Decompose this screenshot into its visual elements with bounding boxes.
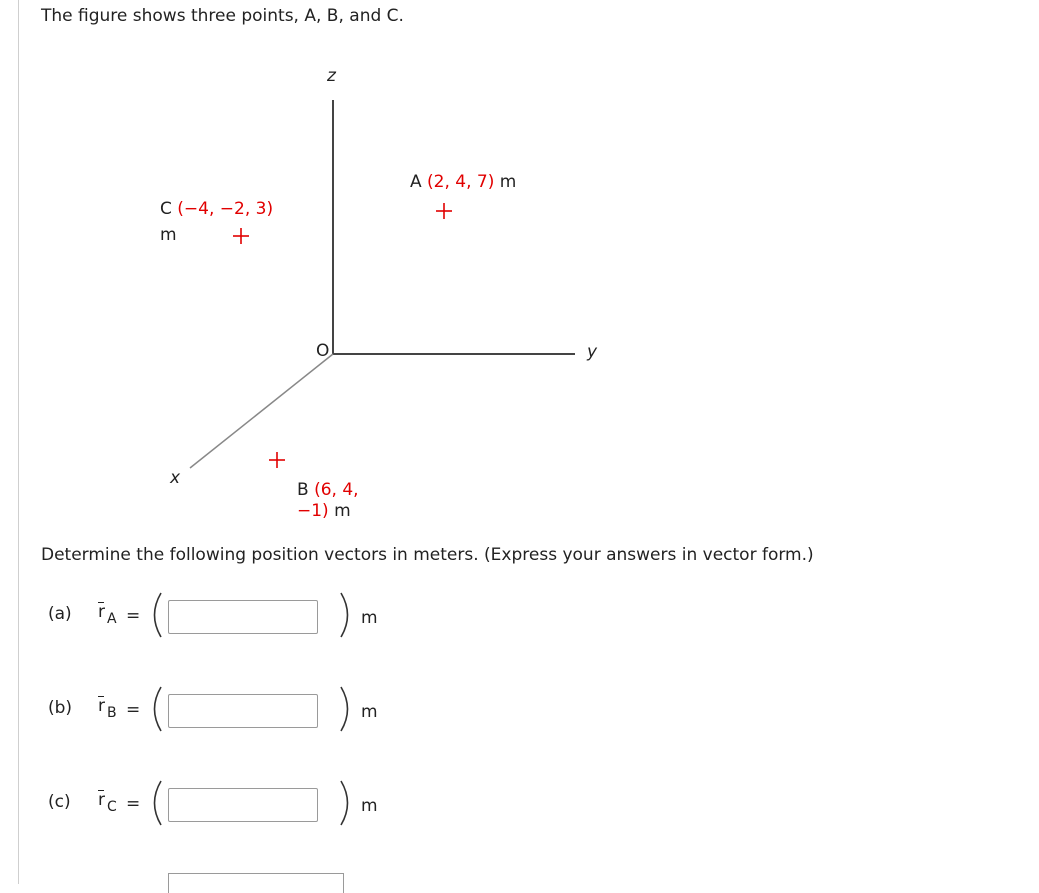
- part-b: [48, 688, 468, 738]
- equals-sign: =: [126, 794, 141, 814]
- vector-rc-symbol: [98, 786, 128, 816]
- point-b-unit: m: [334, 501, 351, 521]
- right-paren-icon: [336, 778, 356, 828]
- vector-subscript: B: [107, 705, 117, 721]
- answer-input-c[interactable]: [168, 788, 318, 822]
- vector-r: r: [98, 696, 105, 716]
- point-c-unit: m: [160, 225, 177, 245]
- unit-label: m: [361, 702, 378, 722]
- point-b-coords-line2: −1): [297, 501, 329, 521]
- part-c: [48, 782, 468, 832]
- x-axis-label: x: [170, 468, 181, 488]
- point-b-marker: [269, 452, 285, 468]
- right-paren-icon: [336, 684, 356, 734]
- equals-sign: =: [126, 606, 141, 626]
- x-axis: [190, 354, 333, 468]
- vector-rb-symbol: [98, 692, 128, 722]
- vector-subscript: A: [107, 611, 117, 627]
- answer-input-a[interactable]: [168, 600, 318, 634]
- point-b-name: B: [297, 480, 309, 500]
- point-c-coords: (−4, −2, 3): [177, 199, 274, 219]
- origin-label: O: [316, 341, 330, 361]
- vector-r: r: [98, 790, 105, 810]
- part-a: [48, 594, 468, 644]
- question-intro: The figure shows three points, A, B, and C.: [41, 6, 404, 26]
- point-b-label-line1: [297, 479, 359, 501]
- point-a-marker: [436, 203, 452, 219]
- point-b-label-line2: [297, 500, 351, 522]
- point-a-name: A: [410, 172, 422, 192]
- point-a-coords: (2, 4, 7): [427, 172, 495, 192]
- unit-label: m: [361, 608, 378, 628]
- equals-sign: =: [126, 700, 141, 720]
- point-a-label: [410, 171, 516, 193]
- part-c-label: (c): [48, 792, 71, 812]
- z-axis-label: z: [327, 66, 336, 86]
- y-axis-label: y: [587, 342, 598, 362]
- point-b-coords-line1: (6, 4,: [314, 480, 359, 500]
- left-paren-icon: [146, 778, 166, 828]
- answer-input-b[interactable]: [168, 694, 318, 728]
- unit-label: m: [361, 796, 378, 816]
- left-paren-icon: [146, 684, 166, 734]
- point-c-marker: [233, 228, 249, 244]
- question-instructions: Determine the following position vectors in meters. (Express your answers in vector form.): [41, 545, 814, 565]
- vector-ra-symbol: [98, 598, 128, 628]
- point-c-name: C: [160, 199, 172, 219]
- point-c-label: [160, 198, 273, 220]
- right-paren-icon: [336, 590, 356, 640]
- part-a-label: (a): [48, 604, 72, 624]
- part-b-label: (b): [48, 698, 73, 718]
- answer-input-partial[interactable]: [168, 873, 344, 893]
- vector-r: r: [98, 602, 105, 622]
- vector-subscript: C: [107, 799, 117, 815]
- left-paren-icon: [146, 590, 166, 640]
- point-a-unit: m: [499, 172, 517, 192]
